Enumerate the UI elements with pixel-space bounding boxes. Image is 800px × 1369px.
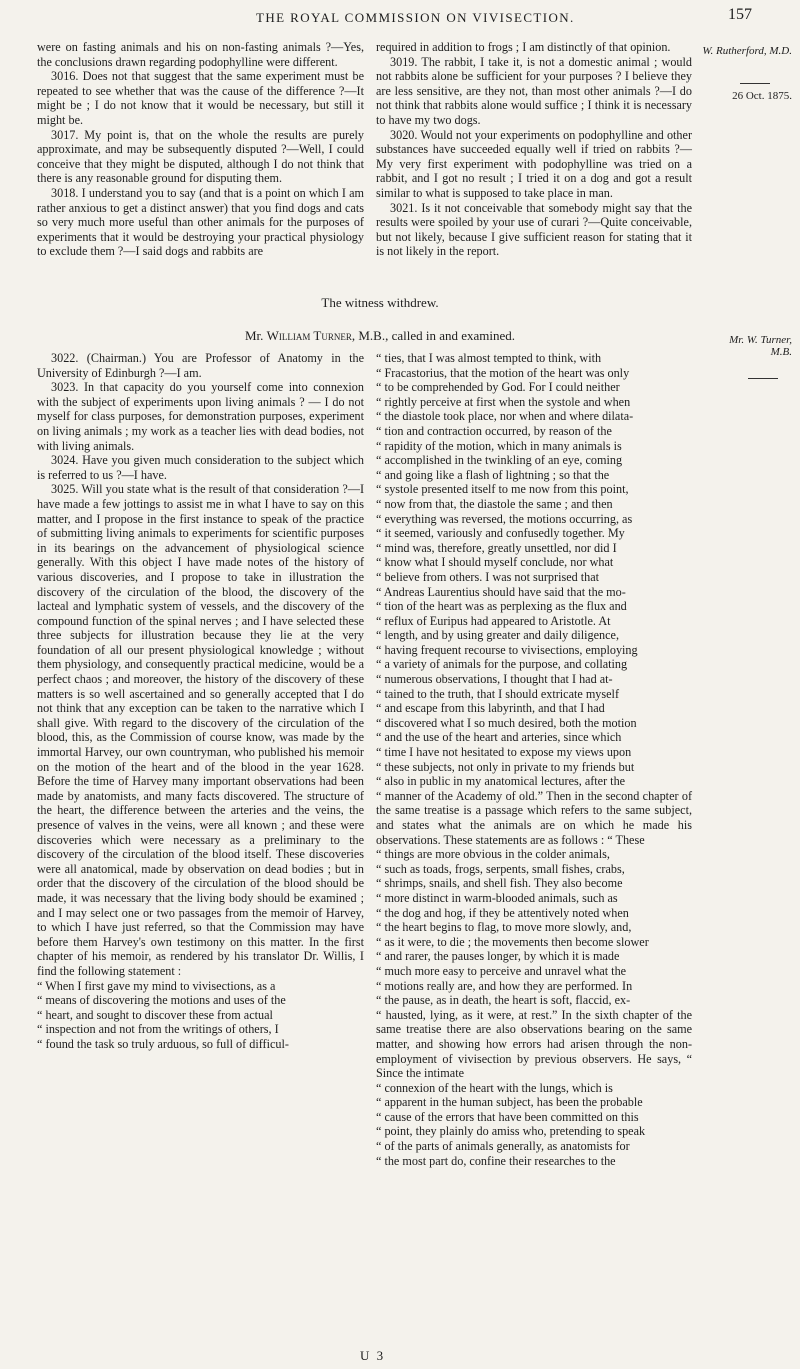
quote-line: “ numerous observations, I thought that I had at- <box>376 672 613 687</box>
quote-line: “ ties, that I was almost tempted to think, with <box>376 351 602 365</box>
quote-line: “ having frequent recourse to vivisections, employing <box>376 642 638 657</box>
quote-line: “ time I have not hesitated to expose my views upon <box>376 745 632 760</box>
quote-line: “ inspection and not from the writings of others, I <box>37 1022 279 1037</box>
quote-line: “ When I first gave my mind to vivisections, as a <box>37 978 276 993</box>
quote-line: “ it seemed, variously and confusedly together. My <box>376 526 625 541</box>
quote-line: “ and rarer, the pauses longer, by which it is made <box>376 949 620 964</box>
quote-line: “ believe from others. I was not surprised that <box>376 569 600 584</box>
quote-line: “ the dog and hog, if they be attentively noted when <box>376 905 629 920</box>
quote-line: “ accomplished in the twinkling of an eye, coming <box>376 453 623 468</box>
quote-line: “ the diastole took place, nor when and where dilata- <box>376 409 634 424</box>
quote-line: “ shrimps, snails, and shell fish. They also become <box>376 876 623 891</box>
quote-line: “ a variety of animals for the purpose, and collating <box>376 657 628 672</box>
margin-note-witness: W. Rutherford, M.D. <box>702 45 792 57</box>
quote-line: “ systole presented itself to me now from this point, <box>376 482 629 497</box>
quote-line: “ know what I should myself conclude, nor what <box>376 555 614 570</box>
quote-line: “ motions really are, and how they are performed. In <box>376 978 633 993</box>
called-prefix: Mr. <box>244 328 267 343</box>
bottom-left-column <box>37 351 364 1052</box>
quote-line: “ length, and by using greater and daily diligence, <box>376 628 619 643</box>
quote-line: “ found the task so truly arduous, so full of difficul- <box>37 1036 289 1051</box>
quote-line: “ hausted, lying, as it were, at rest.” In the sixth chapter of the same treatise there are also observations bearing on the same matter, and showing how errors had arisen through the non-employment of vivisection by previous observers. He says, “ Since the intimate <box>376 1007 692 1081</box>
quote-line: “ now from that, the diastole the same ; and then <box>376 496 613 511</box>
quote-line: “ the most part do, confine their researches to the <box>376 1153 616 1168</box>
quote-line: “ mind was, therefore, greatly unsettled, nor did I <box>376 540 617 555</box>
paragraph: 3018. I understand you to say (and that is a point on which I am rather anxious to get a distinct answer) that you find dogs and cats so very much more useful than other animals for the purposes of experiments that it would be destroying your practical physiology to exclude them ?—I said dogs and rabbits are <box>37 185 364 259</box>
quote-line: “ much more easy to perceive and unravel what the <box>376 963 627 978</box>
witness-withdrew-line: The witness withdrew. <box>321 295 439 310</box>
paragraph: 3022. (Chairman.) You are Professor of Anatomy in the University of Edinburgh ?—I am. <box>37 351 364 380</box>
paragraph: were on fasting animals and his on non-fasting animals ?—Yes, the conclusions drawn regarding podophylline were different. <box>37 40 364 69</box>
quote-line: “ things are more obvious in the colder animals, <box>376 847 610 862</box>
quote-line: “ means of discovering the motions and uses of the <box>37 993 286 1008</box>
witness-called-line <box>0 328 760 344</box>
quote-line: “ these subjects, not only in private to my friends but <box>376 759 635 774</box>
quote-line: “ the heart begins to flag, to move more slowly, and, <box>376 920 632 935</box>
quote-line: “ Andreas Laurentius should have said that the mo- <box>376 584 626 599</box>
quote-line: “ tion of the heart was as perplexing as the flux and <box>376 599 627 614</box>
top-left-column <box>37 40 364 259</box>
running-header: THE ROYAL COMMISSION ON VIVISECTION. <box>256 10 575 25</box>
quote-line: “ and escape from this labyrinth, and that I had <box>376 701 605 716</box>
margin-rule <box>740 83 770 84</box>
quote-line: “ of the parts of animals generally, as anatomists for <box>376 1139 630 1154</box>
quote-line: “ to be comprehended by God. For I could neither <box>376 380 620 395</box>
paragraph: required in addition to frogs ; I am distinctly of that opinion. <box>376 40 671 54</box>
top-right-column <box>376 40 692 259</box>
paragraph: 3024. Have you given much consideration to the subject which is referred to us ?—I have. <box>37 453 364 482</box>
quote-line: “ point, they plainly do amiss who, pretending to speak <box>376 1124 646 1139</box>
quote-line: “ the pause, as in death, the heart is soft, flaccid, ex- <box>376 993 631 1008</box>
quote-line: “ apparent in the human subject, has been the probable <box>376 1095 643 1110</box>
bottom-right-column <box>376 351 692 1168</box>
quote-line: “ tained to the truth, that I should extricate myself <box>376 686 620 701</box>
quote-line: “ reflux of Euripus had appeared to Aristotle. At <box>376 613 611 628</box>
quote-line: “ discovered what I so much desired, both the motion <box>376 715 637 730</box>
paragraph: 3016. Does not that suggest that the same experiment must be repeated to see whether that was the cause of the difference ?—It might be ; I do not know that it would be necessary, but still it might be. <box>37 69 364 127</box>
margin-note-witness-turner: Mr. W. Turner, M.B. <box>729 334 792 358</box>
paragraph: 3025. Will you state what is the result of that consideration ?—I have made a few jottings to assist me in what I have to say on this matter, and I propose in the first instance to speak of the practice of submitting living animals to experiments for scientific purposes in its bearings on the advancement of physiological science generally. With this object I have made notes of the history of various discoveries, and I propose to take in illustration the discovery of the circulation of the blood, the discovery of the lacteal and lymphatic system of vessels, and the discovery of the compound function of the spinal nerves ; and I have selected these three subjects for illustration because they lie at the very foundation of all our present physiological knowledge ; without them physiology, and consequently practical medicine, would be a perfect chaos ; and moreover, the history of the discovery of these matters is so well ascertained and so generally accepted that I do not think that any exception can be taken to the narrative which I shall give. With regard to the discovery of the circulation of the blood, this, as the Commission of course know, was made by the immortal Harvey, our own countryman, who published his memoir on the motion of the heart and of the blood in the year 1628. Before the time of Harvey many important observations had been made by anatomists, and many facts discovered. The structure of the heart, the difference between the arteries and the veins, the presence of valves in the veins, were all known ; and these were discoveries which were necessary as a preliminary to the discovery of the circulation of the blood itself. These discoveries were all anatomical, made by observation on dead bodies ; but in order that the discovery of the circulation of the blood should be made, it was necessary that the living body should be examined ; and I may select one or two passages from the memoir of Harvey, to which I have just referred, so that the Commission may have before them Harvey's own testimony on this matter. In the first chapter of his memoir, as rendered by his translator Dr. Willis, I find the following statement : <box>37 482 364 978</box>
quote-line: “ rightly perceive at first when the systole and when <box>376 394 631 409</box>
paragraph: 3021. Is it not conceivable that somebody might say that the results were spoiled by your use of curari ?—Quite conceivable, but not likely, because I give sufficient reason for stating that it is not likely in the report. <box>376 200 692 259</box>
witness-name: William Turner <box>266 328 352 343</box>
quote-line: “ manner of the Academy of old.” Then in the second chapter of the same treatise is a passage which refers to the same subject, and states what the animals are on which he made his observations. These statements are as follows : “ These <box>376 788 692 847</box>
page-number: 157 <box>728 6 752 23</box>
margin-note-date: 26 Oct. 1875. <box>732 90 792 102</box>
quote-line: “ heart, and sought to discover these from actual <box>37 1007 273 1022</box>
quote-line: “ rapidity of the motion, which in many animals is <box>376 438 622 453</box>
quote-line: “ and the use of the heart and arteries, since which <box>376 730 622 745</box>
margin-rule <box>748 378 778 379</box>
quote-line: “ connexion of the heart with the lungs, which is <box>376 1080 613 1095</box>
paragraph: 3019. The rabbit, I take it, is not a domestic animal ; would not rabbits alone be sufficient for your purposes ? I believe they are less sensitive, are they not, than most other animals ?—I do not think that rabbits alone would suffice ; I think it is necessary to have my two dogs. <box>376 54 692 127</box>
quote-line: “ more distinct in warm-blooded animals, such as <box>376 890 618 905</box>
paragraph: 3020. Would not your experiments on podophylline and other substances have succeeded equally well if tried on rabbits ?—My very first experiment with podophylline was tried on a rabbit, and I got no result ; I tried it on a dog and got a result similar to what is supposed to take place in man. <box>376 127 692 200</box>
paragraph: 3017. My point is, that on the whole the results are purely approximate, and may be subsequently disputed ?—Well, I could conceive that they might be disputed, although I do not think that there is any reasonable ground for disputing them. <box>37 127 364 186</box>
paragraph: 3023. In that capacity do you yourself come into connexion with the subject of experiments upon living animals ? — I do not myself for class purposes, for demonstration purposes, experiment on living animals ; my work as a teacher lies with dead bodies, not with living animals. <box>37 380 364 453</box>
signature-mark: U 3 <box>360 1348 386 1363</box>
quote-line: “ and going like a flash of lightning ; so that the <box>376 467 610 482</box>
quote-line: “ tion and contraction occurred, by reason of the <box>376 423 612 438</box>
quote-line: “ Fracastorius, that the motion of the heart was only <box>376 365 630 380</box>
called-suffix: , M.B., called in and examined. <box>351 328 516 343</box>
quote-line: “ as it were, to die ; the movements then become slower <box>376 934 649 949</box>
quote-line: “ also in public in my anatomical lectures, after the <box>376 774 626 789</box>
quote-line: “ everything was reversed, the motions occurring, as <box>376 511 633 526</box>
quote-line: “ cause of the errors that have been committed on this <box>376 1109 639 1124</box>
quote-line: “ such as toads, frogs, serpents, small fishes, crabs, <box>376 861 625 876</box>
